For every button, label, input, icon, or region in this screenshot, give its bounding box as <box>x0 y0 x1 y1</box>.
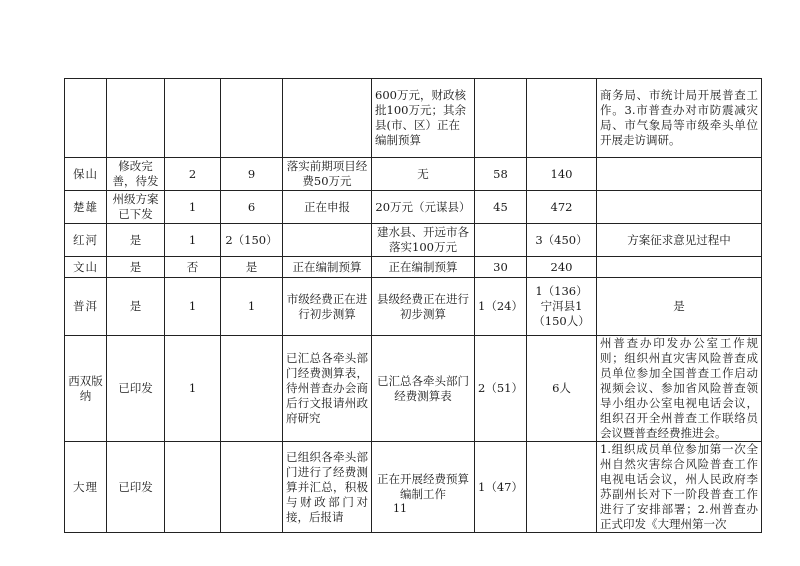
count-cell <box>527 442 597 533</box>
funding-cell: 已组织各牵头部门进行了经费测算并汇总，积极与财政部门对接，后报请 <box>283 442 372 533</box>
funding-cell <box>283 224 372 257</box>
county-funding-cell: 建水县、开远市各落实100万元 <box>372 224 475 257</box>
table-row <box>65 158 762 191</box>
funding-cell: 市级经费正在进行初步测算 <box>283 278 372 336</box>
count-cell <box>221 79 283 158</box>
progress-cell <box>597 191 762 224</box>
count-cell: 1 <box>165 336 221 442</box>
funding-cell: 正在编制预算 <box>283 257 372 278</box>
count-cell: 1 <box>165 278 221 336</box>
funding-cell: 落实前期项目经费50万元 <box>283 158 372 191</box>
count-cell: 1（47） <box>475 442 527 533</box>
table-row <box>65 79 762 158</box>
count-cell: 1（24） <box>475 278 527 336</box>
count-cell: 是 <box>221 257 283 278</box>
status-cell: 已印发 <box>107 442 165 533</box>
count-cell: 140 <box>527 158 597 191</box>
count-cell <box>221 336 283 442</box>
progress-cell <box>597 257 762 278</box>
progress-cell: 方案征求意见过程中 <box>597 224 762 257</box>
count-cell: 3（450） <box>527 224 597 257</box>
count-cell <box>165 79 221 158</box>
status-cell: 已印发 <box>107 336 165 442</box>
status-cell: 是 <box>107 257 165 278</box>
county-funding-cell: 正在开展经费预算编制工作 <box>372 442 475 533</box>
count-cell: 2（150） <box>221 224 283 257</box>
count-cell: 2（51） <box>475 336 527 442</box>
county-funding-cell: 县级经费正在进行初步测算 <box>372 278 475 336</box>
county-funding-cell: 已汇总各牵头部门经费测算表 <box>372 336 475 442</box>
funding-cell: 正在申报 <box>283 191 372 224</box>
region-cell: 西双版纳 <box>65 336 107 442</box>
status-cell: 州级方案已下发 <box>107 191 165 224</box>
count-cell: 6人 <box>527 336 597 442</box>
status-cell: 是 <box>107 278 165 336</box>
count-cell: 6 <box>221 191 283 224</box>
count-cell: 9 <box>221 158 283 191</box>
count-cell: 1 <box>165 224 221 257</box>
count-cell <box>475 79 527 158</box>
count-cell <box>165 442 221 533</box>
region-cell: 文山 <box>65 257 107 278</box>
county-funding-cell: 正在编制预算 <box>372 257 475 278</box>
count-cell: 30 <box>475 257 527 278</box>
count-cell: 1 <box>165 191 221 224</box>
region-cell <box>65 79 107 158</box>
progress-cell: 1.组织成员单位参加第一次全州自然灾害综合风险普查工作电视电话会议，州人民政府李苏副州长对下一阶段普查工作进行了安排部署；2.州普查办正式印发《大理州第一次 <box>597 442 762 533</box>
county-funding-cell: 20万元（元谋县） <box>372 191 475 224</box>
table-row <box>65 224 762 257</box>
progress-cell: 商务局、市统计局开展普查工作。3.市普查办对市防震减灾局、市气象局等市级牵头单位开展走访调研。 <box>597 79 762 158</box>
page-number: 11 <box>393 502 407 515</box>
status-cell <box>107 79 165 158</box>
count-cell <box>221 442 283 533</box>
count-cell: 472 <box>527 191 597 224</box>
count-cell <box>527 79 597 158</box>
table-row <box>65 278 762 336</box>
count-cell: 否 <box>165 257 221 278</box>
count-cell: 58 <box>475 158 527 191</box>
status-cell: 是 <box>107 224 165 257</box>
table-row <box>65 442 762 533</box>
status-cell: 修改完善，待发 <box>107 158 165 191</box>
count-cell: 240 <box>527 257 597 278</box>
region-cell: 楚雄 <box>65 191 107 224</box>
region-cell: 大理 <box>65 442 107 533</box>
region-cell: 保山 <box>65 158 107 191</box>
progress-cell <box>597 158 762 191</box>
funding-cell <box>283 79 372 158</box>
progress-cell: 州普查办印发办公室工作规则；组织州直灾害风险普查成员单位参加全国普查工作启动视频会议、参加省风险普查领导小组办公室电视电话会议，组织召开全州普查工作联络员会议暨普查经费推进会。 <box>597 336 762 442</box>
count-cell: 2 <box>165 158 221 191</box>
progress-cell: 是 <box>597 278 762 336</box>
statistics-table <box>64 78 762 533</box>
table-row <box>65 257 762 278</box>
count-cell: 1（136）宁洱县1（150人） <box>527 278 597 336</box>
region-cell: 普洱 <box>65 278 107 336</box>
county-funding-cell: 无 <box>372 158 475 191</box>
count-cell: 1 <box>221 278 283 336</box>
count-cell <box>475 224 527 257</box>
region-cell: 红河 <box>65 224 107 257</box>
table-row <box>65 191 762 224</box>
county-funding-cell: 600万元，财政核批100万元；其余县(市、区）正在编制预算 <box>372 79 475 158</box>
funding-cell: 已汇总各牵头部门经费测算表，待州普查办会商后行文报请州政府研究 <box>283 336 372 442</box>
table-row <box>65 336 762 442</box>
count-cell: 45 <box>475 191 527 224</box>
